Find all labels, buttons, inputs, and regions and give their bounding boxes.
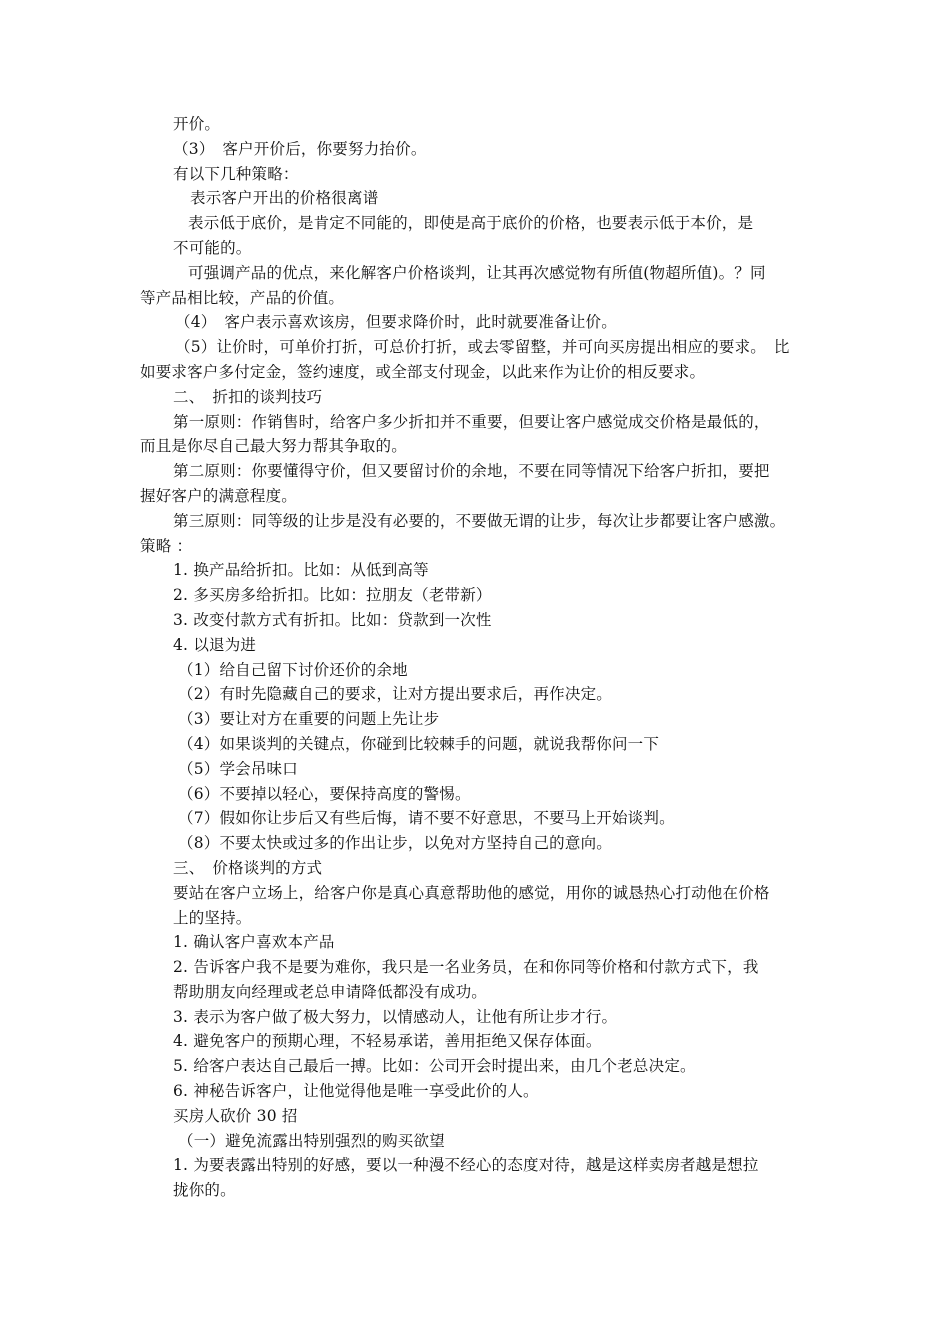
text-line: 帮助朋友向经理或老总申请降低都没有成功。 bbox=[173, 982, 488, 1001]
list-item: 5. 给客户表达自己最后一搏。比如：公司开会时提出来，由几个老总决定。 bbox=[173, 1057, 696, 1076]
list-item: 2. 告诉客户我不是要为难你，我只是一名业务员，在和你同等价格和付款方式下，我 bbox=[173, 958, 759, 977]
text-line: 第一原则：作销售时，给客户多少折扣并不重要，但要让客户感觉成交价格是最低的， bbox=[173, 412, 770, 431]
text-line: 要站在客户立场上，给客户你是真心真意帮助他的感觉，用你的诚恳热心打动他在价格 bbox=[173, 883, 770, 902]
list-item: 3. 改变付款方式有折扣。比如：贷款到一次性 bbox=[173, 610, 492, 629]
list-item: 1. 换产品给折扣。比如：从低到高等 bbox=[173, 561, 429, 580]
text-line: 如要求客户多付定金，签约速度，或全部支付现金，以此来作为让价的相反要求。 bbox=[140, 362, 706, 381]
text-line: 握好客户的满意程度。 bbox=[140, 486, 298, 505]
text-line: （4） 客户表示喜欢该房，但要求降价时，此时就要准备让价。 bbox=[175, 313, 617, 332]
text-line: 拢你的。 bbox=[173, 1181, 236, 1200]
list-item: 4. 以退为进 bbox=[173, 635, 257, 654]
text-line: 等产品相比较，产品的价值。 bbox=[140, 288, 345, 307]
list-item: （6）不要掉以轻心，要保持高度的警惕。 bbox=[178, 784, 471, 803]
text-line: 开价。 bbox=[173, 115, 221, 133]
list-item: 1. 确认客户喜欢本产品 bbox=[173, 933, 335, 952]
subsection-heading: （一）避免流露出特别强烈的购买欲望 bbox=[178, 1131, 445, 1150]
text-line: 有以下几种策略： bbox=[173, 164, 299, 183]
list-item: 6. 神秘告诉客户，让他觉得他是唯一享受此价的人。 bbox=[173, 1082, 539, 1101]
text-line: 上的坚持。 bbox=[173, 908, 252, 927]
list-item: （3）要让对方在重要的问题上先让步 bbox=[178, 710, 440, 729]
section-heading: 二、 折扣的谈判技巧 bbox=[173, 387, 323, 406]
list-item: （7）假如你让步后又有些后悔，请不要不好意思，不要马上开始谈判。 bbox=[178, 809, 675, 828]
list-item: （4）如果谈判的关键点，你碰到比较棘手的问题，就说我帮你问一下 bbox=[178, 734, 660, 753]
text-line: 而且是你尽自己最大努力帮其争取的。 bbox=[140, 437, 407, 456]
section-heading: 买房人砍价 30 招 bbox=[173, 1106, 298, 1125]
list-item: 3. 表示为客户做了极大努力，以情感动人，让他有所让步才行。 bbox=[173, 1007, 618, 1026]
text-line: 策略 ： bbox=[140, 536, 193, 555]
list-item: （2）有时先隐藏自己的要求，让对方提出要求后，再作决定。 bbox=[178, 685, 612, 704]
text-line: 表示低于底价，是肯定不同能的，即使是高于底价的价格，也要表示低于本价，是 bbox=[188, 214, 754, 233]
list-item: （5）学会吊味口 bbox=[178, 759, 298, 778]
text-line: 第三原则：同等级的让步是没有必要的，不要做无谓的让步，每次让步都要让客户感激。 bbox=[173, 511, 786, 530]
document-page bbox=[0, 112, 950, 1203]
text-line: 可强调产品的优点，来化解客户价格谈判，让其再次感觉物有所值(物超所值)。？同 bbox=[188, 263, 766, 282]
text-line: （5）让价时，可单价打折，可总价打折，或去零留整，并可向买房提出相应的要求。 比 bbox=[175, 338, 790, 357]
list-item: 4. 避免客户的预期心理，不轻易承诺，善用拒绝又保存体面。 bbox=[173, 1032, 602, 1051]
list-item: 2. 多买房多给折扣。比如：拉朋友（老带新） bbox=[173, 586, 492, 605]
list-item: （8）不要太快或过多的作出让步，以免对方坚持自己的意向。 bbox=[178, 834, 612, 853]
list-item: （1）给自己留下讨价还价的余地 bbox=[178, 660, 408, 679]
section-heading: 三、 价格谈判的方式 bbox=[173, 858, 323, 877]
list-item: 1. 为要表露出特别的好感，要以一种漫不经心的态度对待，越是这样卖房者越是想拉 bbox=[173, 1156, 759, 1175]
text-line: 不可能的。 bbox=[173, 238, 252, 257]
text-line: 第二原则：你要懂得守价，但又要留讨价的余地，不要在同等情况下给客户折扣，要把 bbox=[173, 462, 770, 481]
text-line: （3） 客户开价后，你要努力抬价。 bbox=[173, 139, 427, 158]
text-line: 表示客户开出的价格很离谱 bbox=[190, 189, 379, 208]
